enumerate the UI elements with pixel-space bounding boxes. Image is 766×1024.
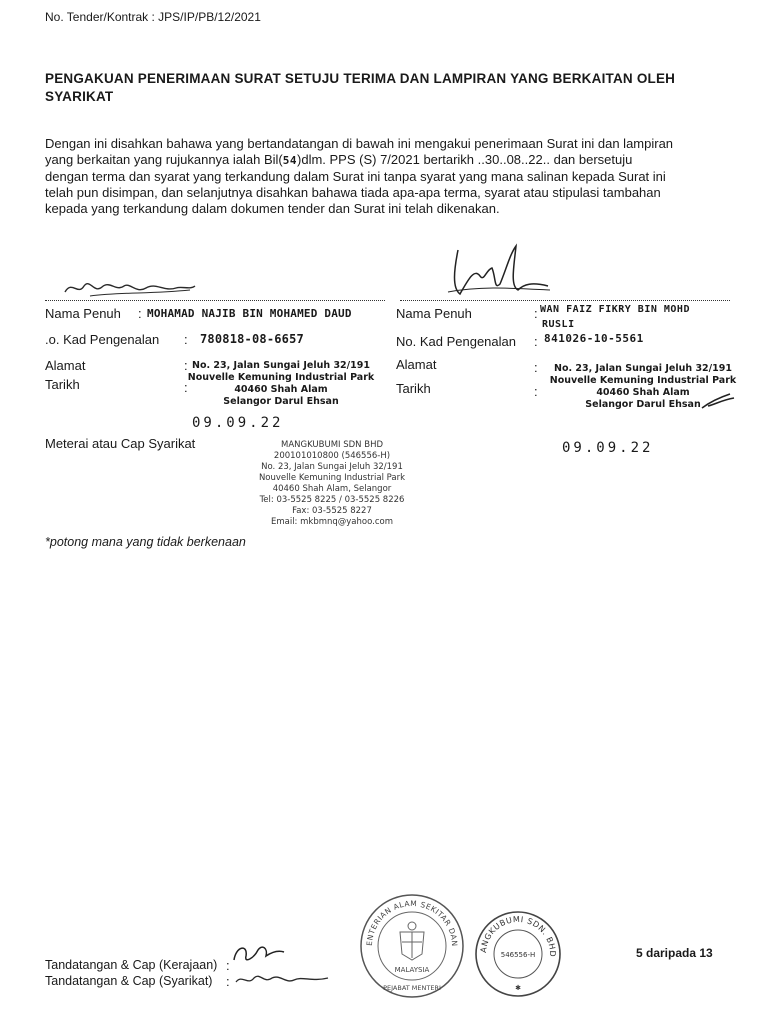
company-signature-label: Tandatangan & Cap (Syarikat) [45, 974, 213, 988]
letter-date-day: 30 [484, 152, 500, 167]
left-signature [60, 272, 200, 302]
company-seal-name: MANGKUBUMI SDN. BHD. [470, 903, 558, 958]
body-line-4: telah pun disimpan, dan selanjutnya disahkan bahawa tiada apa-apa terma, syarat atau stipulasi tambahan [45, 185, 661, 200]
left-ic-label: .o. Kad Pengenalan [45, 332, 160, 347]
right-address-label: Alamat [396, 357, 437, 372]
right-name-value-2: RUSLI [542, 319, 575, 330]
right-signature-line [400, 300, 730, 301]
left-name-label: Nama Penuh [45, 306, 121, 321]
gov-seal-country: MALAYSIA [394, 966, 430, 974]
left-address-label: Alamat [45, 358, 86, 373]
right-ic-label: No. Kad Pengenalan [396, 334, 516, 349]
page-number: 5 daripada 13 [636, 946, 713, 960]
left-name-value: MOHAMAD NAJIB BIN MOHAMED DAUD [147, 307, 352, 320]
company-footer-signature [232, 968, 332, 990]
left-signature-line [45, 300, 385, 301]
tender-number: No. Tender/Kontrak : JPS/IP/PB/12/2021 [45, 10, 261, 24]
svg-text:✱: ✱ [515, 984, 521, 992]
seal-label: Meterai atau Cap Syarikat [45, 436, 196, 451]
company-seal [470, 903, 562, 998]
body-line-5: kepada yang terkandung dalam dokumen tender dan Surat ini telah dikenakan. [45, 201, 500, 216]
left-address-value: No. 23, Jalan Sungai Jeluh 32/191 Nouvelle Kemuning Industrial Park 40460 Shah Alam Selangor Darul Ehsan [187, 360, 375, 407]
body-line-3: dengan terma dan syarat yang terkandung dalam Surat ini tanpa syarat yang mana salinan kepada Surat ini [45, 169, 666, 184]
letter-date-month: 08 [506, 152, 522, 167]
acknowledgement-paragraph [45, 136, 735, 217]
company-seal-reg: 546556-H [500, 951, 536, 959]
bil-number: 54 [282, 154, 298, 167]
right-date-value: 09.09.22 [562, 440, 654, 456]
letter-date-year: 22 [528, 152, 543, 167]
government-seal [354, 885, 466, 1000]
right-scribble-mark [700, 392, 736, 412]
left-date-label: Tarikh [45, 377, 80, 392]
gov-seal-office: PEJABAT MENTERI [383, 984, 441, 992]
body-line-2: yang berkaitan yang rujukannya ialah Bil(54)dlm. PPS (S) 7/2021 bertarikh ..30..08..22.. dan bersetuju [45, 152, 633, 167]
document-title: PENGAKUAN PENERIMAAN SURAT SETUJU TERIMA DAN LAMPIRAN YANG BERKAITAN OLEH SYARIKAT [45, 71, 676, 104]
right-address-value: No. 23, Jalan Sungai Jeluh 32/191 Nouvelle Kemuning Industrial Park 40460 Shah Alam Selangor Darul Ehsan [549, 363, 737, 410]
right-date-label: Tarikh [396, 381, 431, 396]
right-name-label: Nama Penuh [396, 306, 472, 321]
body-line-1: Dengan ini disahkan bahawa yang bertandatangan di bawah ini mengakui penerimaan Surat ini dan lampiran [45, 136, 674, 151]
gov-signature-label: Tandatangan & Cap (Kerajaan) [45, 958, 218, 972]
company-stamp: MANGKUBUMI SDN BHD 200101010800 (546556-H) No. 23, Jalan Sungai Jeluh 32/191 Nouvelle Kemuning Industrial Park 40460 Shah Alam, Selangor Tel: 03-5525 8225 / 03-5525 8226 Fax: 03-5525 8227 Email: mkbmnq@yahoo.com [258, 440, 406, 527]
left-date-value: 09.09.22 [192, 415, 284, 431]
right-name-value-1: WAN FAIZ FIKRY BIN MOHD [540, 304, 690, 315]
right-ic-value: 841026-10-5561 [544, 332, 644, 345]
gov-seal-ministry: KEMENTERIAN ALAM SEKITAR DAN AIR [354, 885, 460, 947]
footnote: *potong mana yang tidak berkenaan [45, 535, 246, 549]
left-ic-value: 780818-08-6657 [200, 332, 304, 346]
gov-signature [228, 938, 288, 968]
right-signature [440, 240, 560, 302]
